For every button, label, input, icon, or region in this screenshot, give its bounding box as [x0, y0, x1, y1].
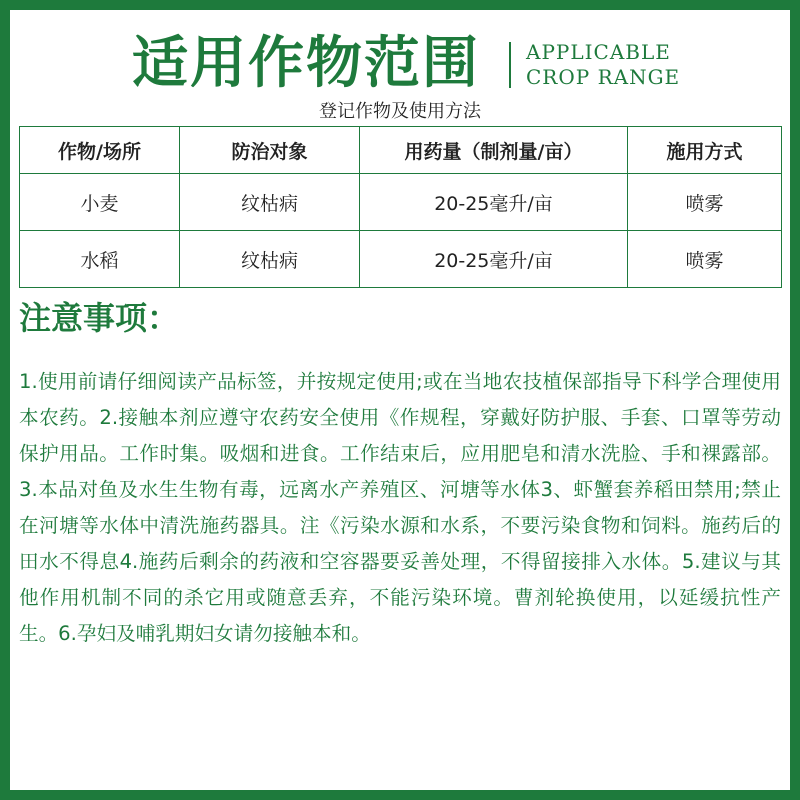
table-row [20, 174, 782, 231]
cell-method: 喷雾 [628, 174, 782, 231]
cell-method: 喷雾 [628, 231, 782, 288]
crop-usage-table [19, 126, 782, 288]
column-header-dosage: 用药量（制剂量/亩） [360, 127, 628, 174]
column-header-method: 施用方式 [628, 127, 782, 174]
title-divider [509, 42, 511, 88]
english-title-line2: CROP RANGE [526, 65, 681, 89]
cell-target: 纹枯病 [180, 174, 360, 231]
column-header-crop: 作物/场所 [20, 127, 180, 174]
table-row [20, 231, 782, 288]
notice-heading: 注意事项： [19, 299, 180, 337]
page-title: 适用作物范围 [132, 30, 480, 96]
table-header-row [20, 127, 782, 174]
english-title [526, 40, 680, 90]
english-title-line1: APPLICABLE [526, 40, 671, 64]
cell-dosage: 20-25毫升/亩 [360, 174, 628, 231]
cell-target: 纹枯病 [180, 231, 360, 288]
notice-body-text: 1.使用前请仔细阅读产品标签，并按规定使用;或在当地农技植保部指导下科学合理使用本农药。2.接触本剂应遵守农药安全使用《作规程，穿戴好防护服、手套、口罩等劳动保护用品。工作时集。吸烟和进食。工作结束后，应用肥皂和清水洗脸、手和裸露部。3.本品对鱼及水生生物有毒，远离水产养殖区、河塘等水体3、虾蟹套养稻田禁用;禁止在河塘等水体中清洗施药器具。注《污染水源和水系，不要污染食物和饲料。施药后的田水不得息4.施药后剩余的药液和空容器要妥善处理，不得留接排入水体。5.建议与其他作用机制不同的杀它用或随意丢弃，不能污染环境。曹剂轮换使用，以延缓抗性产生。6.孕妇及哺乳期妇女请勿接触本和。 [19, 370, 781, 645]
column-header-target: 防治对象 [180, 127, 360, 174]
cell-dosage: 20-25毫升/亩 [360, 231, 628, 288]
cell-crop: 小麦 [20, 174, 180, 231]
cell-crop: 水稻 [20, 231, 180, 288]
table-caption: 登记作物及使用方法 [319, 101, 481, 122]
header [0, 28, 800, 98]
